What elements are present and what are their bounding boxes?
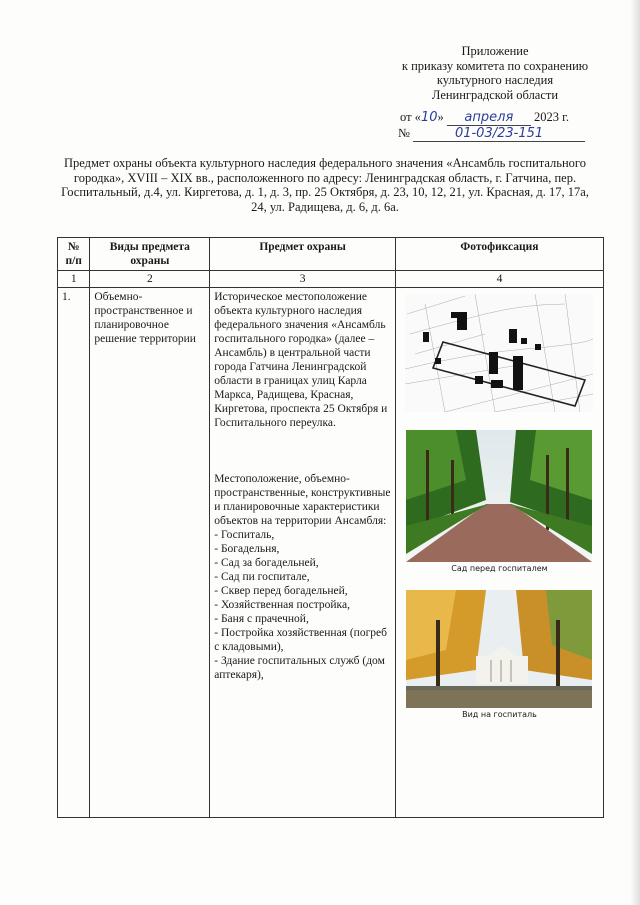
number-prefix: № (398, 126, 410, 140)
scan-edge-shadow (630, 0, 640, 905)
date-day: 10 (420, 110, 438, 125)
list-item: - Богадельня, (214, 543, 280, 555)
col-num-1: 1 (58, 271, 90, 288)
appendix-header (380, 44, 610, 102)
header-type: Виды предмета охраны (90, 238, 210, 271)
header-subject: Предмет охраны (210, 238, 396, 271)
date-year: 2023 г. (533, 110, 569, 124)
list-item: - Постройка хозяйственная (погреб с кладовыми), (214, 627, 387, 653)
appendix-line-2: к приказу комитета по сохранению (401, 58, 589, 73)
list-item: - Сквер перед богадельней, (214, 585, 348, 597)
subject-paragraph-1: Историческое местоположение объекта культурного наследия федерального значения «Ансамбль госпитального городка» (далее – Ансамбль) в центральной части города Гатчина Ленинградской области в границах улиц Карла Маркса, Радищева, Красная, Киргетова, проспекта 25 Октября и Госпитального переулка. (214, 291, 388, 429)
date-month: апреля (447, 110, 531, 126)
list-item: - Сад за богадельней, (214, 557, 319, 569)
number-value: 01-03/23-151 (413, 126, 585, 142)
hospital-view-photo (406, 590, 592, 708)
col-num-3: 3 (210, 271, 396, 288)
list-item: - Госпиталь, (214, 529, 275, 541)
header-photo: Фотофиксация (395, 238, 603, 271)
list-item: - Сад пи госпитале, (214, 571, 310, 583)
table-header-row (58, 238, 604, 271)
caption-garden: Сад перед госпиталем (451, 564, 548, 573)
date-prefix: от « (400, 110, 421, 124)
date-mid: » (437, 110, 444, 124)
column-number-row (58, 271, 604, 288)
list-item: - Здание госпитальных служб (дом аптекаря), (214, 655, 385, 681)
appendix-line-4: Ленинградской области (431, 87, 559, 102)
col-num-4: 4 (395, 271, 603, 288)
order-date (400, 110, 590, 126)
row-photos (395, 288, 603, 818)
row-number: 1. (58, 288, 90, 818)
appendix-line-3: культурного наследия (436, 73, 554, 87)
header-number: № п/п (58, 238, 90, 271)
document-title: Предмет охраны объекта культурного наследия федерального значения «Ансамбль госпитального городка», XVIII – XIX вв., расположенного по адресу: Ленинградская область, г. Гатчина, пер. Госпитальный, д.4, ул. Киргетова, д. 1, д. 3, пр. 25 Октября, д. 23, 10, 12, 21, ул. Красная, д. 17, 17а, 24, ул. Радищева, д. 6, д. 6а. (61, 156, 589, 214)
list-item: - Баня с прачечной, (214, 613, 309, 625)
row-subject (210, 288, 396, 818)
protection-table (57, 237, 604, 818)
appendix-line-1: Приложение (461, 44, 529, 58)
table-row (58, 288, 604, 818)
caption-hospital: Вид на госпиталь (462, 710, 537, 719)
col-num-2: 2 (90, 271, 210, 288)
subject-paragraph-2: Местоположение, объемно-пространственные, конструктивные и планировочные характеристики объектов на территории Ансамбля: (214, 473, 391, 527)
row-type: Объемно-пространственное и планировочное решение территории (90, 288, 210, 818)
garden-alley-photo (406, 430, 592, 562)
list-item: - Хозяйственная постройка, (214, 599, 350, 611)
site-plan-image (405, 294, 593, 412)
order-number (398, 126, 598, 142)
